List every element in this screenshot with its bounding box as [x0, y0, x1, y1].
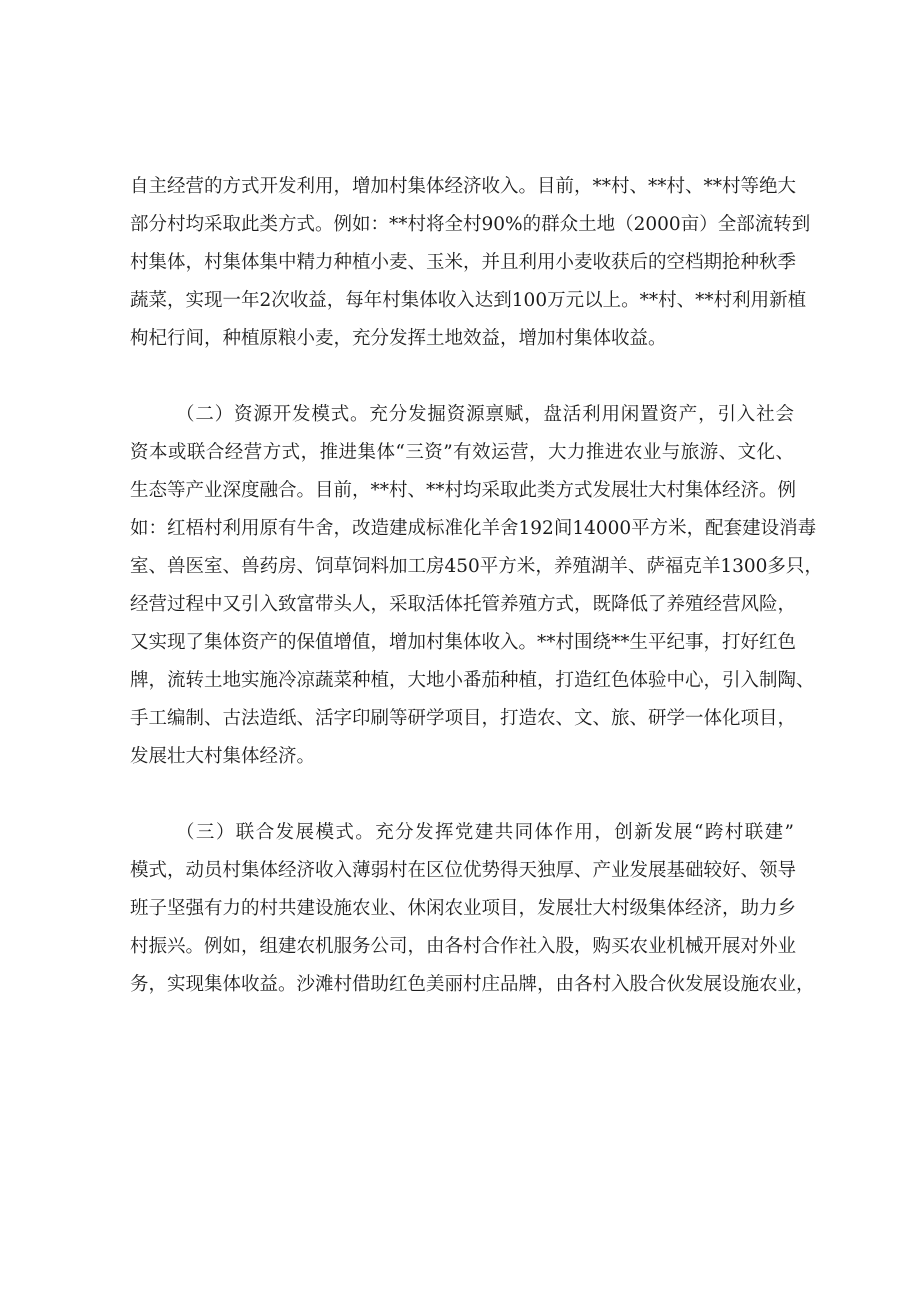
text-line: 又实现了集体资产的保值增值，增加村集体收入。**村围绕**生平纪事，打好红色 [130, 632, 797, 653]
paragraph-resource-development [130, 396, 823, 776]
text-line: 模式，动员村集体经济收入薄弱村在区位优势得天独厚、产业发展基础较好、领导 [130, 860, 797, 881]
text-line: 蔬菜，实现一年2次收益，每年村集体收入达到100万元以上。**村、**村利用新植 [130, 290, 807, 311]
text-line: 手工编制、古法造纸、活字印刷等研学项目，打造农、文、旅、研学一体化项目， [130, 708, 797, 729]
text-line: 室、兽医室、兽药房、饲草饲料加工房450平方米，养殖湖羊、萨福克羊1300多只， [130, 556, 823, 577]
text-line: 自主经营的方式开发利用，增加村集体经济收入。目前，**村、**村、**村等绝大 [130, 176, 797, 197]
paragraph-land-operation [130, 168, 811, 358]
text-line: 枸杞行间，种植原粮小麦，充分发挥土地效益，增加村集体收益。 [130, 328, 667, 349]
document-body [130, 168, 823, 1004]
text-line: 村集体，村集体集中精力种植小麦、玉米，并且利用小麦收获后的空档期抢种秋季 [130, 252, 797, 273]
text-line: 经营过程中又引入致富带头人，采取活体托管养殖方式，既降低了养殖经营风险， [130, 594, 797, 615]
text-line: 班子坚强有力的村共建设施农业、休闲农业项目，发展壮大村级集体经济，助力乡 [130, 898, 797, 919]
text-line: 务，实现集体收益。沙滩村借助红色美丽村庄品牌，由各村入股合伙发展设施农业， [130, 974, 815, 995]
text-line: 村振兴。例如，组建农机服务公司，由各村合作社入股，购买农业机械开展对外业 [130, 936, 797, 957]
paragraph-joint-development [130, 814, 815, 1004]
text-line: 资本或联合经营方式，推进集体“三资”有效运营，大力推进农业与旅游、文化、 [130, 442, 794, 463]
paragraph-spacer [130, 358, 794, 396]
text-line: 生态等产业深度融合。目前，**村、**村均采取此类方式发展壮大村集体经济。例 [130, 480, 797, 501]
text-line: 牌，流转土地实施冷凉蔬菜种植，大地小番茄种植，打造红色体验中心，引入制陶、 [130, 670, 815, 691]
paragraph-spacer [130, 776, 794, 814]
text-line: （二）资源开发模式。充分发掘资源禀赋，盘活利用闲置资产，引入社会 [176, 404, 794, 425]
text-line: 发展壮大村集体经济。 [130, 746, 316, 767]
text-line: 如：红梧村利用原有牛舍，改造建成标准化羊舍192间14000平方米，配套建设消毒 [130, 518, 817, 539]
text-line: 部分村均采取此类方式。例如：**村将全村90%的群众土地（2000亩）全部流转到 [130, 214, 811, 235]
text-line: （三）联合发展模式。充分发挥党建共同体作用，创新发展“跨村联建” [176, 822, 794, 843]
